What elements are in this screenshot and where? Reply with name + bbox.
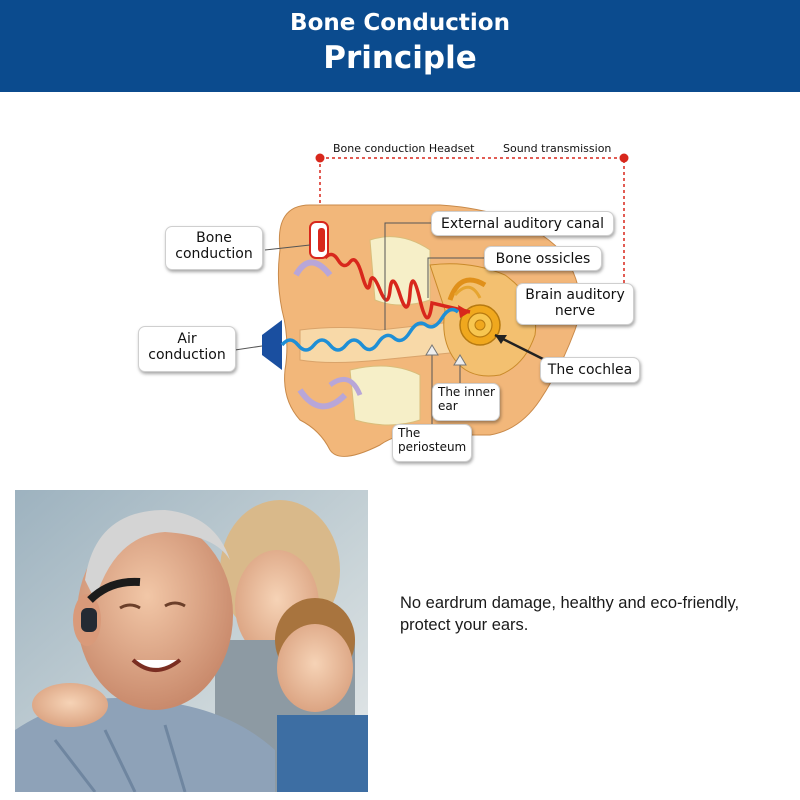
label-bone-ossicles: Bone ossicles — [484, 246, 602, 271]
air-speaker-icon — [262, 320, 282, 370]
label-brain-auditory-nerve: Brain auditory nerve — [516, 283, 634, 325]
line-end-marker — [620, 154, 629, 163]
label-air-conduction: Air conduction — [138, 326, 236, 372]
label-cochlea: The cochlea — [540, 357, 640, 383]
title-line-1: Bone Conduction — [290, 10, 510, 36]
elderly-man-wearing-headset-photo — [15, 490, 368, 792]
title-line-2: Principle — [323, 40, 477, 76]
label-periosteum: The periosteum — [392, 424, 472, 462]
bone-conduction-headset — [310, 222, 328, 258]
label-external-auditory-canal: External auditory canal — [431, 211, 614, 236]
family-photo — [15, 490, 368, 792]
caption-line-2: protect your ears. — [400, 616, 529, 635]
label-bone-conduction: Bone conduction — [165, 226, 263, 270]
caption-text — [400, 592, 790, 637]
label-inner-ear: The inner ear — [432, 383, 500, 421]
label-headset: Bone conduction Headset — [333, 142, 475, 155]
label-sound-transmission: Sound transmission — [503, 142, 612, 155]
line-start-marker — [316, 154, 325, 163]
caption-line-1: No eardrum damage, healthy and eco-friendly, — [400, 594, 740, 612]
header-banner — [0, 0, 800, 92]
